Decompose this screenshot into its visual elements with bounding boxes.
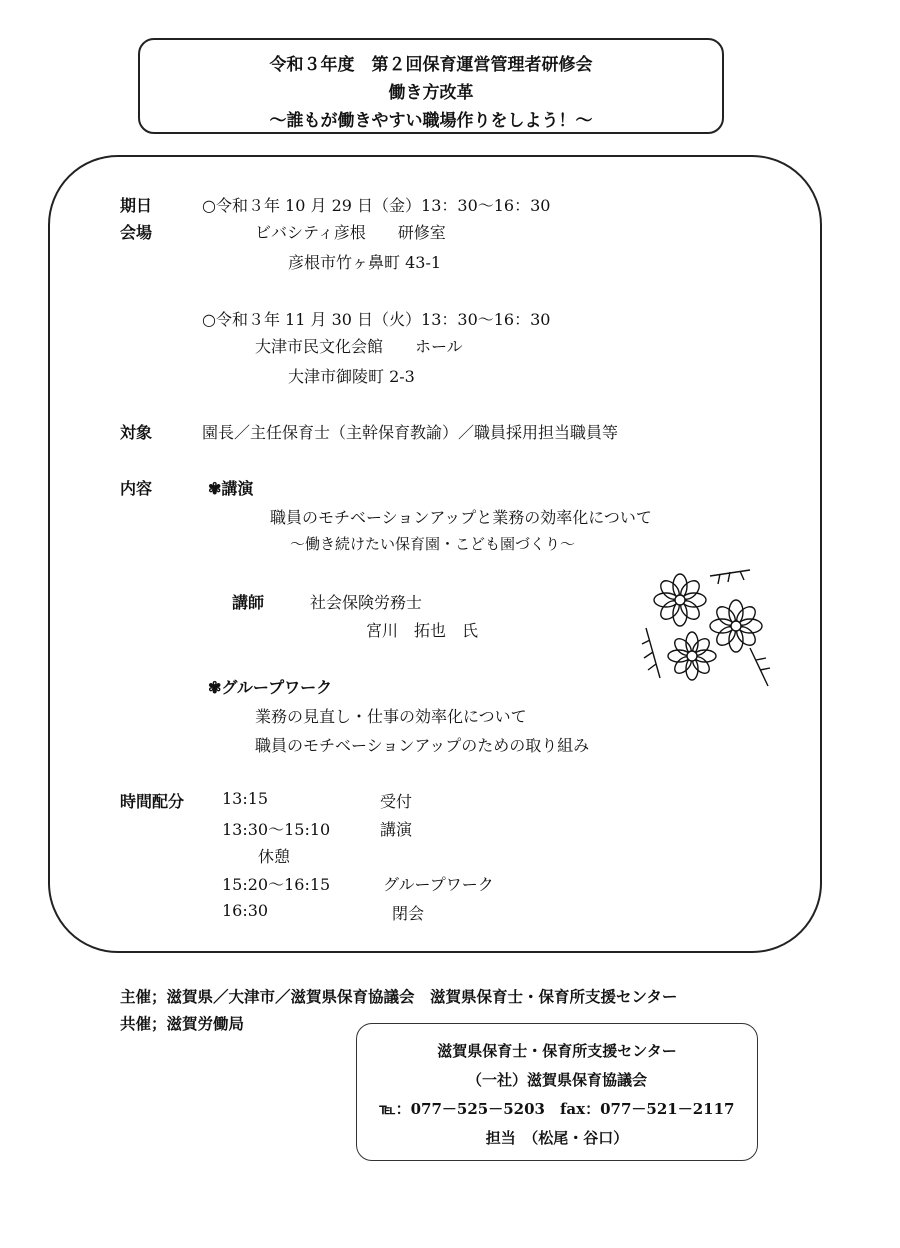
lecture-subtitle: ～働き続けたい保育園・こども園づくり～	[290, 535, 576, 553]
lecturer-label: 講師	[232, 593, 265, 612]
session1-date: ○令和３年 10 月 29 日（金）13：30～16：30	[202, 196, 551, 215]
timetable-item: 受付	[380, 792, 413, 811]
lecturer-role: 社会保険労務士	[310, 593, 423, 612]
lecturer-name: 宮川 拓也 氏	[366, 621, 479, 640]
groupwork-line1: 業務の見直し・仕事の効率化について	[255, 707, 527, 726]
session1-venue: ビバシティ彦根 研修室	[255, 223, 446, 242]
contact-box	[356, 1023, 758, 1161]
groupwork-line2: 職員のモチベーションアップのための取り組み	[255, 736, 590, 755]
contact-association: （一社）滋賀県保育協議会	[466, 1071, 647, 1089]
organizer-cohost: 共催；滋賀労働局	[120, 1014, 245, 1033]
contact-person: 担当 （松尾・谷口）	[485, 1129, 629, 1147]
title-box	[138, 38, 724, 134]
target-label: 対象	[120, 423, 153, 442]
details-box	[48, 155, 822, 953]
timetable-time: 13:15	[222, 789, 269, 808]
timetable-item: 閉会	[392, 904, 425, 923]
cosmos-flower-illustration	[640, 568, 772, 690]
lecture-heading: ✾講演	[208, 479, 254, 498]
timetable-label: 時間配分	[120, 792, 185, 811]
event-subtitle: ～誰もが働きやすい職場作りをしよう！～	[269, 111, 593, 131]
timetable-item: 講演	[380, 820, 413, 839]
session2-venue: 大津市民文化会館 ホール	[255, 337, 463, 356]
timetable-break: 休憩	[258, 847, 291, 866]
date-label: 期日	[120, 196, 153, 215]
session2-address: 大津市御陵町 2-3	[288, 367, 415, 386]
timetable-time: 16:30	[222, 901, 269, 920]
session1-address: 彦根市竹ヶ鼻町 43-1	[288, 253, 442, 272]
event-title: 令和３年度 第２回保育運営管理者研修会	[269, 55, 593, 75]
timetable-time: 13:30～15:10	[222, 820, 331, 839]
timetable-item: グループワーク	[383, 875, 494, 894]
timetable-time: 15:20～16:15	[222, 875, 331, 894]
target-value: 園長／主任保育士（主幹保育教諭）／職員採用担当職員等	[202, 423, 619, 442]
content-label: 内容	[120, 479, 153, 498]
event-theme: 働き方改革	[388, 83, 474, 103]
contact-phone-fax: ℡：077－525－5203 fax：077－521－2117	[379, 1100, 735, 1118]
session2-date: ○令和３年 11 月 30 日（火）13：30～16：30	[202, 310, 551, 329]
contact-center: 滋賀県保育士・保育所支援センター	[437, 1042, 677, 1060]
groupwork-heading: ✾グループワーク	[208, 678, 333, 697]
lecture-title: 職員のモチベーションアップと業務の効率化について	[270, 508, 652, 527]
organizer-host: 主催；滋賀県／大津市／滋賀県保育協議会 滋賀県保育士・保育所支援センター	[120, 987, 678, 1006]
venue-label: 会場	[120, 223, 153, 242]
